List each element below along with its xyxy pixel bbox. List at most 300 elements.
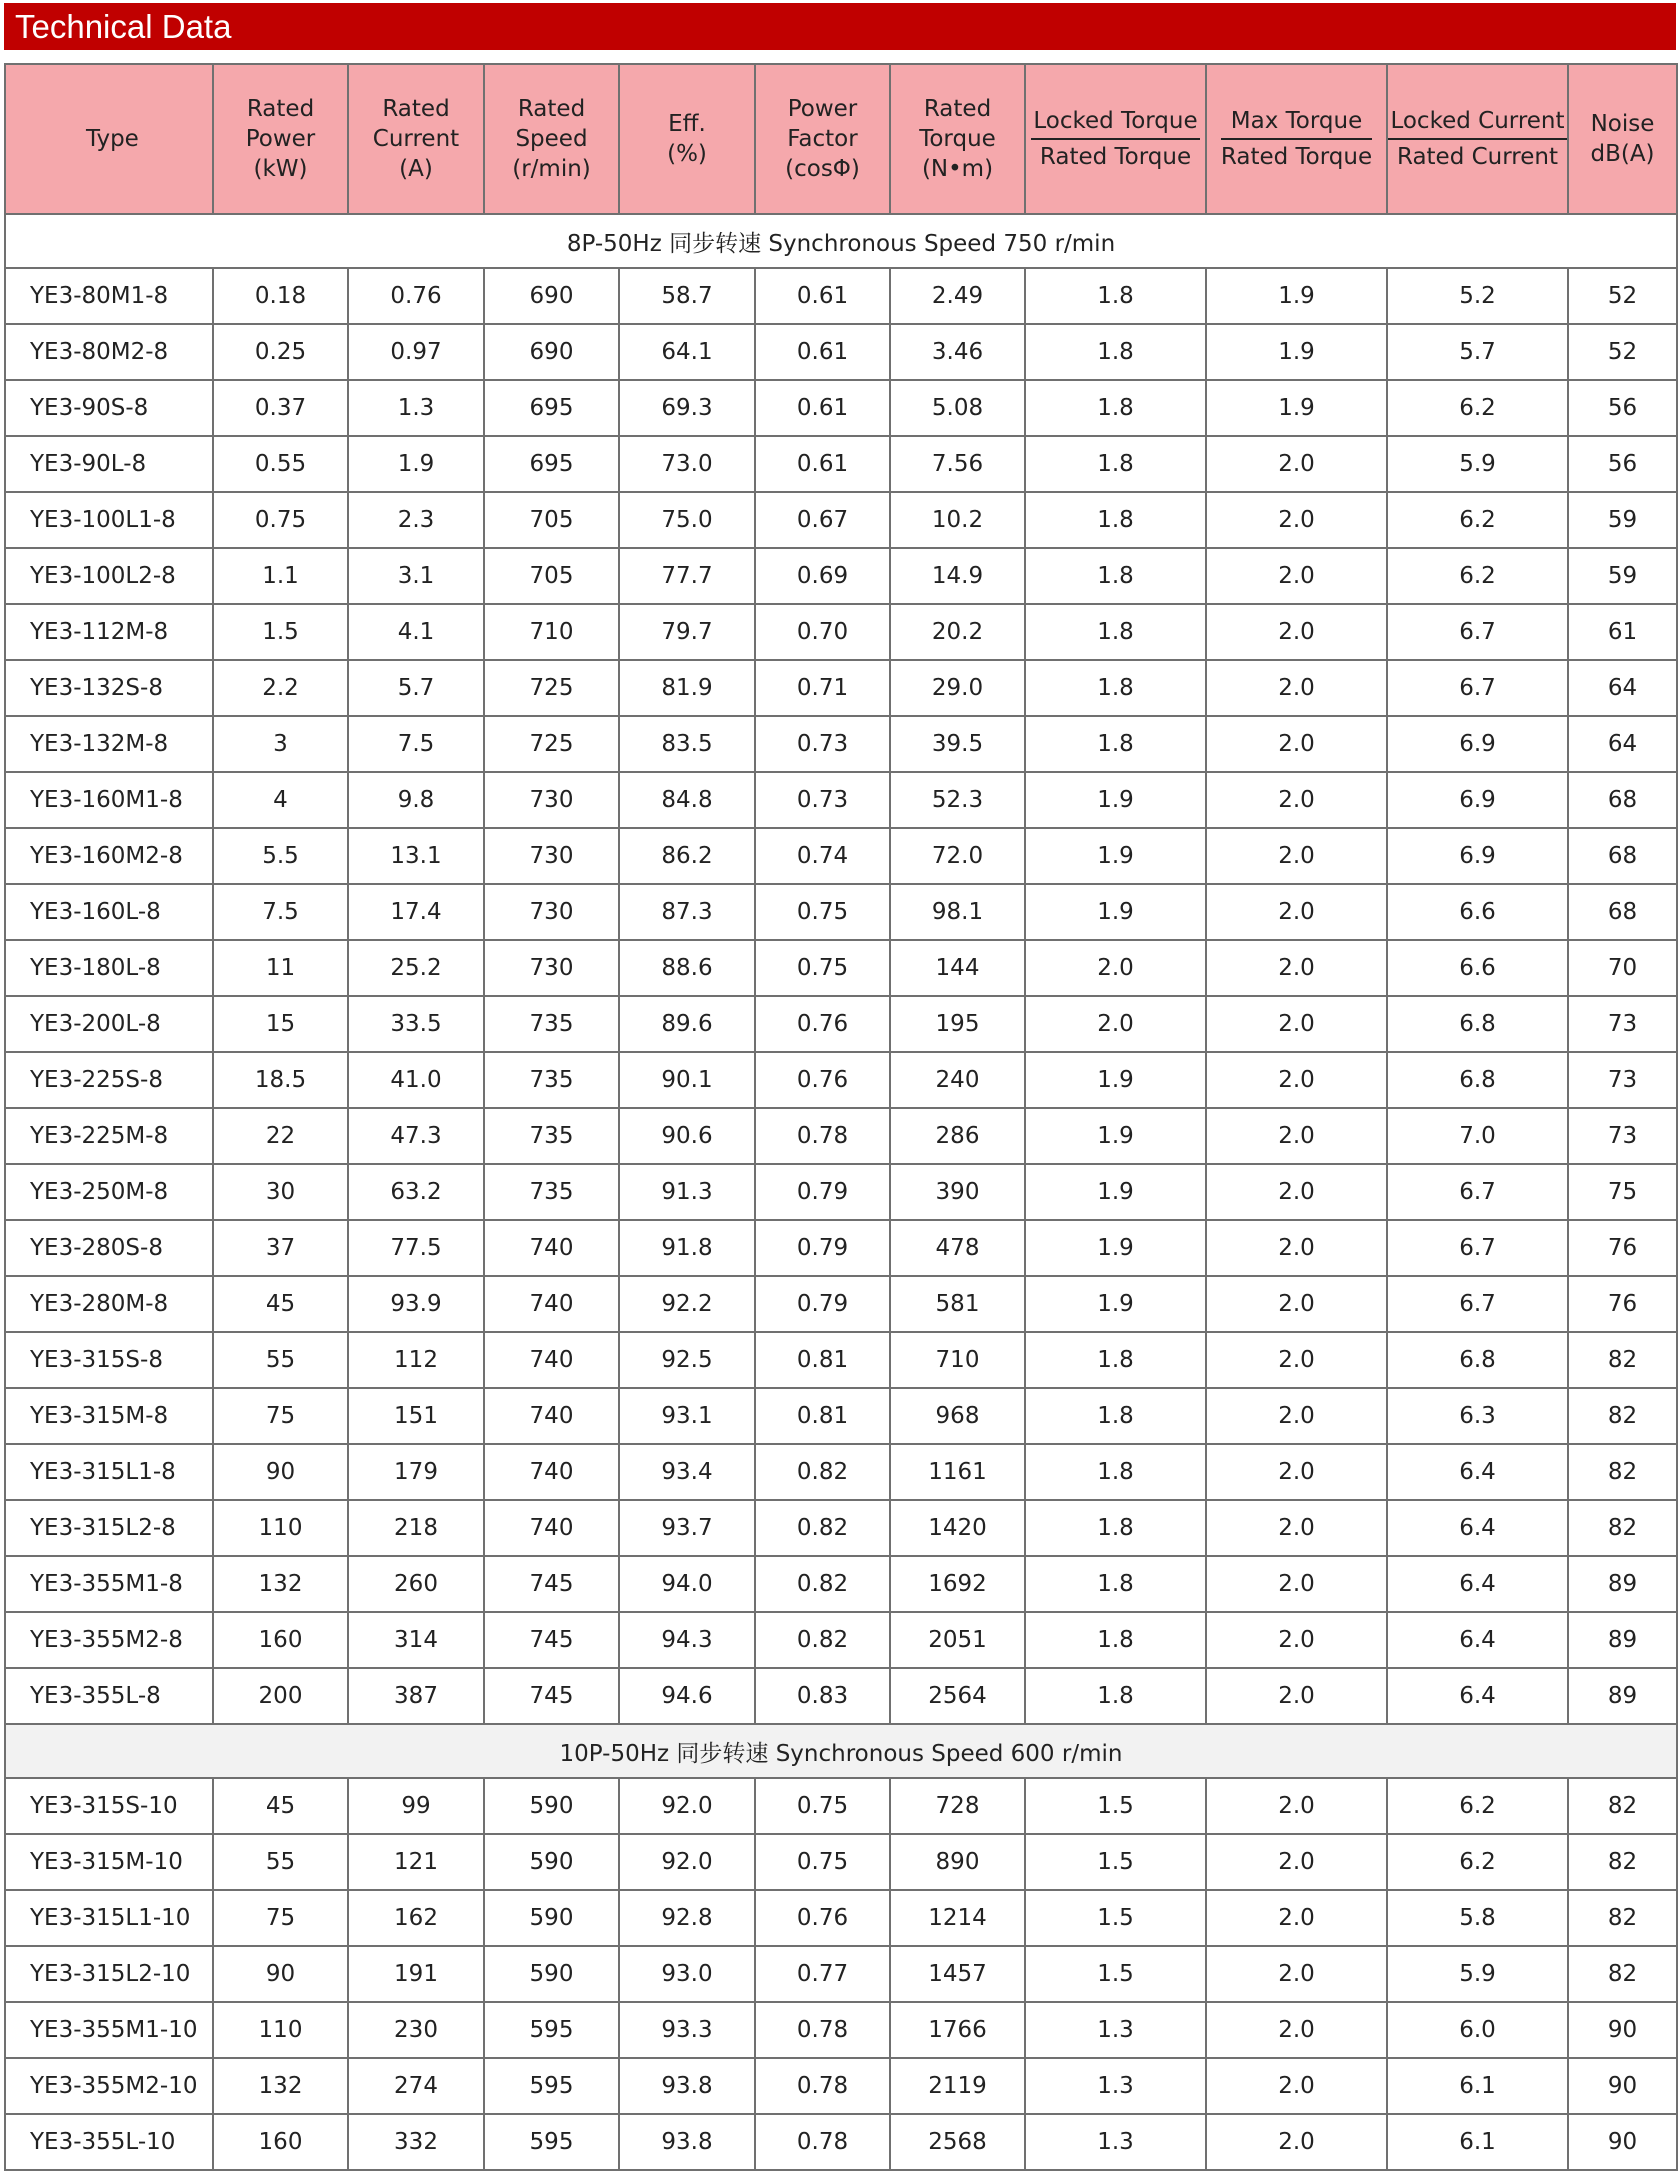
- table-row: [5, 1276, 1677, 1332]
- cell-power-factor: 0.82: [755, 1444, 890, 1500]
- cell-power-factor: 0.67: [755, 492, 890, 548]
- cell-rated-speed: 745: [484, 1668, 619, 1724]
- section-label: 10P-50Hz 同步转速 Synchronous Speed 600 r/min: [5, 1724, 1677, 1778]
- cell-rated-torque: 240: [890, 1052, 1025, 1108]
- cell-power-factor: 0.75: [755, 940, 890, 996]
- cell-rated-current: 5.7: [348, 660, 484, 716]
- header-power-factor-unit: (cosΦ): [785, 156, 860, 182]
- section-header-row: [5, 214, 1677, 268]
- cell-rated-speed: 695: [484, 380, 619, 436]
- cell-rated-current: 218: [348, 1500, 484, 1556]
- cell-locked-current-ratio: 6.7: [1387, 660, 1568, 716]
- cell-locked-current-ratio: 6.7: [1387, 1276, 1568, 1332]
- cell-noise: 56: [1568, 436, 1677, 492]
- cell-rated-speed: 740: [484, 1276, 619, 1332]
- cell-noise: 52: [1568, 324, 1677, 380]
- cell-max-torque-ratio: 2.0: [1206, 940, 1387, 996]
- cell-power-factor: 0.61: [755, 380, 890, 436]
- cell-locked-current-ratio: 6.8: [1387, 1052, 1568, 1108]
- cell-power-factor: 0.83: [755, 1668, 890, 1724]
- cell-rated-torque: 3.46: [890, 324, 1025, 380]
- cell-locked-torque-ratio: 1.9: [1025, 884, 1206, 940]
- cell-rated-torque: 710: [890, 1332, 1025, 1388]
- cell-type: YE3-355M1-10: [5, 2002, 213, 2058]
- header-rated-current-unit: (A): [399, 156, 433, 182]
- cell-rated-speed: 735: [484, 1108, 619, 1164]
- header-noise: [1568, 64, 1677, 214]
- cell-rated-torque: 2.49: [890, 268, 1025, 324]
- cell-power-factor: 0.79: [755, 1220, 890, 1276]
- cell-noise: 73: [1568, 996, 1677, 1052]
- cell-efficiency: 73.0: [619, 436, 755, 492]
- cell-noise: 61: [1568, 604, 1677, 660]
- cell-noise: 76: [1568, 1220, 1677, 1276]
- cell-locked-torque-ratio: 1.8: [1025, 1500, 1206, 1556]
- cell-rated-power: 4: [213, 772, 348, 828]
- cell-locked-current-ratio: 6.1: [1387, 2114, 1568, 2170]
- cell-efficiency: 64.1: [619, 324, 755, 380]
- cell-locked-current-ratio: 6.2: [1387, 1778, 1568, 1834]
- cell-rated-torque: 2051: [890, 1612, 1025, 1668]
- cell-power-factor: 0.69: [755, 548, 890, 604]
- cell-rated-current: 332: [348, 2114, 484, 2170]
- cell-rated-current: 99: [348, 1778, 484, 1834]
- cell-power-factor: 0.61: [755, 324, 890, 380]
- cell-type: YE3-132S-8: [5, 660, 213, 716]
- cell-rated-current: 33.5: [348, 996, 484, 1052]
- cell-max-torque-ratio: 2.0: [1206, 1668, 1387, 1724]
- cell-rated-speed: 730: [484, 884, 619, 940]
- cell-type: YE3-280S-8: [5, 1220, 213, 1276]
- cell-noise: 90: [1568, 2058, 1677, 2114]
- cell-type: YE3-355L-8: [5, 1668, 213, 1724]
- cell-rated-current: 7.5: [348, 716, 484, 772]
- table-row: [5, 772, 1677, 828]
- header-efficiency-unit: (%): [667, 141, 707, 167]
- cell-rated-speed: 690: [484, 324, 619, 380]
- cell-noise: 56: [1568, 380, 1677, 436]
- cell-rated-power: 132: [213, 2058, 348, 2114]
- cell-locked-current-ratio: 6.4: [1387, 1668, 1568, 1724]
- cell-rated-current: 1.3: [348, 380, 484, 436]
- page-title: Technical Data: [4, 3, 1676, 50]
- cell-rated-current: 4.1: [348, 604, 484, 660]
- cell-max-torque-ratio: 2.0: [1206, 1388, 1387, 1444]
- cell-locked-torque-ratio: 1.8: [1025, 380, 1206, 436]
- cell-noise: 90: [1568, 2114, 1677, 2170]
- cell-rated-current: 77.5: [348, 1220, 484, 1276]
- cell-max-torque-ratio: 2.0: [1206, 2114, 1387, 2170]
- cell-rated-speed: 695: [484, 436, 619, 492]
- cell-locked-current-ratio: 6.9: [1387, 716, 1568, 772]
- cell-rated-torque: 144: [890, 940, 1025, 996]
- cell-efficiency: 83.5: [619, 716, 755, 772]
- cell-power-factor: 0.75: [755, 1834, 890, 1890]
- cell-max-torque-ratio: 2.0: [1206, 1108, 1387, 1164]
- cell-noise: 68: [1568, 772, 1677, 828]
- cell-max-torque-ratio: 2.0: [1206, 436, 1387, 492]
- cell-noise: 76: [1568, 1276, 1677, 1332]
- header-ratio-denominator: Rated Current: [1396, 144, 1559, 170]
- cell-rated-torque: 20.2: [890, 604, 1025, 660]
- table-row: [5, 1778, 1677, 1834]
- cell-power-factor: 0.79: [755, 1276, 890, 1332]
- header-rated-torque-line: Rated: [923, 96, 992, 122]
- header-rated-power-line: Rated: [246, 96, 315, 122]
- cell-max-torque-ratio: 2.0: [1206, 604, 1387, 660]
- cell-efficiency: 69.3: [619, 380, 755, 436]
- cell-power-factor: 0.78: [755, 2002, 890, 2058]
- cell-max-torque-ratio: 2.0: [1206, 1164, 1387, 1220]
- cell-noise: 64: [1568, 716, 1677, 772]
- cell-type: YE3-315L2-10: [5, 1946, 213, 2002]
- cell-locked-current-ratio: 6.4: [1387, 1444, 1568, 1500]
- cell-locked-torque-ratio: 1.8: [1025, 604, 1206, 660]
- cell-rated-current: 13.1: [348, 828, 484, 884]
- cell-max-torque-ratio: 2.0: [1206, 1556, 1387, 1612]
- cell-rated-torque: 2564: [890, 1668, 1025, 1724]
- cell-efficiency: 81.9: [619, 660, 755, 716]
- cell-noise: 90: [1568, 2002, 1677, 2058]
- cell-type: YE3-355M2-8: [5, 1612, 213, 1668]
- cell-efficiency: 94.3: [619, 1612, 755, 1668]
- cell-type: YE3-112M-8: [5, 604, 213, 660]
- cell-rated-power: 0.25: [213, 324, 348, 380]
- cell-rated-power: 5.5: [213, 828, 348, 884]
- cell-rated-current: 260: [348, 1556, 484, 1612]
- cell-rated-current: 230: [348, 2002, 484, 2058]
- cell-rated-power: 200: [213, 1668, 348, 1724]
- cell-rated-speed: 730: [484, 828, 619, 884]
- cell-locked-torque-ratio: 1.8: [1025, 1612, 1206, 1668]
- cell-locked-torque-ratio: 1.8: [1025, 548, 1206, 604]
- table-row: [5, 716, 1677, 772]
- cell-power-factor: 0.78: [755, 2058, 890, 2114]
- cell-power-factor: 0.76: [755, 996, 890, 1052]
- cell-efficiency: 92.8: [619, 1890, 755, 1946]
- header-rated-speed-line: Rated: [517, 96, 586, 122]
- cell-locked-torque-ratio: 1.9: [1025, 828, 1206, 884]
- table-row: [5, 380, 1677, 436]
- cell-rated-torque: 286: [890, 1108, 1025, 1164]
- cell-rated-torque: 52.3: [890, 772, 1025, 828]
- table-row: [5, 1834, 1677, 1890]
- table-row: [5, 660, 1677, 716]
- header-row: [5, 64, 1677, 214]
- cell-locked-current-ratio: 6.6: [1387, 884, 1568, 940]
- table-row: [5, 2114, 1677, 2170]
- header-rated-power-unit: (kW): [253, 156, 308, 182]
- cell-rated-torque: 1214: [890, 1890, 1025, 1946]
- header-locked-current-ratio: [1387, 64, 1568, 214]
- cell-locked-current-ratio: 6.7: [1387, 1220, 1568, 1276]
- cell-rated-power: 30: [213, 1164, 348, 1220]
- cell-rated-current: 274: [348, 2058, 484, 2114]
- header-rated-current-line: Current: [372, 126, 460, 152]
- cell-power-factor: 0.70: [755, 604, 890, 660]
- cell-locked-current-ratio: 5.2: [1387, 268, 1568, 324]
- cell-locked-current-ratio: 6.4: [1387, 1556, 1568, 1612]
- table-row: [5, 2058, 1677, 2114]
- cell-type: YE3-100L2-8: [5, 548, 213, 604]
- cell-efficiency: 91.8: [619, 1220, 755, 1276]
- cell-type: YE3-315S-10: [5, 1778, 213, 1834]
- cell-locked-torque-ratio: 2.0: [1025, 940, 1206, 996]
- cell-locked-torque-ratio: 1.3: [1025, 2114, 1206, 2170]
- cell-noise: 82: [1568, 1890, 1677, 1946]
- cell-locked-current-ratio: 6.2: [1387, 1834, 1568, 1890]
- cell-rated-speed: 740: [484, 1500, 619, 1556]
- cell-type: YE3-280M-8: [5, 1276, 213, 1332]
- cell-rated-torque: 968: [890, 1388, 1025, 1444]
- cell-rated-torque: 72.0: [890, 828, 1025, 884]
- cell-efficiency: 87.3: [619, 884, 755, 940]
- cell-power-factor: 0.61: [755, 268, 890, 324]
- cell-rated-power: 0.75: [213, 492, 348, 548]
- cell-power-factor: 0.78: [755, 2114, 890, 2170]
- table-body: [5, 214, 1677, 2170]
- cell-max-torque-ratio: 2.0: [1206, 1332, 1387, 1388]
- cell-power-factor: 0.76: [755, 1052, 890, 1108]
- cell-rated-torque: 39.5: [890, 716, 1025, 772]
- cell-rated-power: 90: [213, 1444, 348, 1500]
- cell-locked-torque-ratio: 1.8: [1025, 268, 1206, 324]
- table-row: [5, 268, 1677, 324]
- cell-rated-current: 17.4: [348, 884, 484, 940]
- cell-noise: 89: [1568, 1668, 1677, 1724]
- table-row: [5, 2002, 1677, 2058]
- cell-noise: 82: [1568, 1332, 1677, 1388]
- cell-rated-speed: 590: [484, 1946, 619, 2002]
- cell-rated-torque: 98.1: [890, 884, 1025, 940]
- cell-noise: 70: [1568, 940, 1677, 996]
- section-label: 8P-50Hz 同步转速 Synchronous Speed 750 r/min: [5, 214, 1677, 268]
- cell-efficiency: 58.7: [619, 268, 755, 324]
- cell-efficiency: 79.7: [619, 604, 755, 660]
- header-locked-torque-ratio: [1025, 64, 1206, 214]
- cell-locked-current-ratio: 6.2: [1387, 380, 1568, 436]
- header-ratio-numerator: Locked Torque: [1031, 106, 1199, 140]
- header-rated-current-line: Rated: [382, 96, 450, 122]
- cell-rated-speed: 725: [484, 660, 619, 716]
- cell-rated-torque: 7.56: [890, 436, 1025, 492]
- cell-power-factor: 0.81: [755, 1332, 890, 1388]
- cell-rated-torque: 5.08: [890, 380, 1025, 436]
- cell-noise: 59: [1568, 492, 1677, 548]
- header-type: Type: [5, 64, 213, 214]
- table-row: [5, 1164, 1677, 1220]
- cell-rated-power: 0.55: [213, 436, 348, 492]
- cell-efficiency: 94.0: [619, 1556, 755, 1612]
- cell-efficiency: 92.0: [619, 1778, 755, 1834]
- cell-locked-torque-ratio: 1.9: [1025, 772, 1206, 828]
- table-row: [5, 940, 1677, 996]
- header-noise-line: Noise: [1590, 111, 1655, 137]
- cell-rated-speed: 710: [484, 604, 619, 660]
- cell-rated-torque: 195: [890, 996, 1025, 1052]
- cell-max-torque-ratio: 2.0: [1206, 2058, 1387, 2114]
- header-rated-torque: [890, 64, 1025, 214]
- table-row: [5, 996, 1677, 1052]
- cell-locked-torque-ratio: 1.9: [1025, 1108, 1206, 1164]
- cell-rated-current: 1.9: [348, 436, 484, 492]
- cell-efficiency: 93.1: [619, 1388, 755, 1444]
- cell-rated-speed: 590: [484, 1778, 619, 1834]
- cell-rated-power: 3: [213, 716, 348, 772]
- header-ratio-numerator: Max Torque: [1221, 106, 1372, 140]
- cell-efficiency: 92.0: [619, 1834, 755, 1890]
- cell-rated-speed: 745: [484, 1556, 619, 1612]
- cell-locked-torque-ratio: 1.8: [1025, 1668, 1206, 1724]
- cell-efficiency: 77.7: [619, 548, 755, 604]
- cell-type: YE3-315M-8: [5, 1388, 213, 1444]
- cell-max-torque-ratio: 2.0: [1206, 1220, 1387, 1276]
- cell-power-factor: 0.71: [755, 660, 890, 716]
- cell-max-torque-ratio: 2.0: [1206, 1946, 1387, 2002]
- table-row: [5, 1052, 1677, 1108]
- header-ratio-denominator: Rated Torque: [1220, 144, 1373, 170]
- cell-type: YE3-250M-8: [5, 1164, 213, 1220]
- cell-power-factor: 0.73: [755, 772, 890, 828]
- cell-efficiency: 92.2: [619, 1276, 755, 1332]
- header-power-factor: [755, 64, 890, 214]
- cell-type: YE3-355M2-10: [5, 2058, 213, 2114]
- header-max-torque-ratio: [1206, 64, 1387, 214]
- table-row: [5, 1500, 1677, 1556]
- cell-locked-current-ratio: 5.9: [1387, 1946, 1568, 2002]
- cell-type: YE3-80M2-8: [5, 324, 213, 380]
- cell-rated-torque: 2119: [890, 2058, 1025, 2114]
- cell-noise: 82: [1568, 1444, 1677, 1500]
- cell-rated-speed: 740: [484, 1332, 619, 1388]
- cell-rated-current: 9.8: [348, 772, 484, 828]
- cell-type: YE3-90L-8: [5, 436, 213, 492]
- cell-noise: 64: [1568, 660, 1677, 716]
- cell-rated-power: 37: [213, 1220, 348, 1276]
- cell-locked-current-ratio: 6.9: [1387, 772, 1568, 828]
- cell-locked-current-ratio: 6.7: [1387, 1164, 1568, 1220]
- cell-locked-torque-ratio: 1.9: [1025, 1164, 1206, 1220]
- cell-power-factor: 0.77: [755, 1946, 890, 2002]
- cell-rated-power: 55: [213, 1332, 348, 1388]
- cell-type: YE3-160M1-8: [5, 772, 213, 828]
- cell-rated-torque: 728: [890, 1778, 1025, 1834]
- cell-locked-current-ratio: 6.2: [1387, 492, 1568, 548]
- cell-rated-torque: 1457: [890, 1946, 1025, 2002]
- header-rated-torque-unit: (N•m): [921, 156, 994, 182]
- cell-locked-torque-ratio: 1.5: [1025, 1834, 1206, 1890]
- cell-efficiency: 86.2: [619, 828, 755, 884]
- cell-max-torque-ratio: 2.0: [1206, 1890, 1387, 1946]
- cell-locked-torque-ratio: 1.8: [1025, 1332, 1206, 1388]
- cell-rated-speed: 730: [484, 772, 619, 828]
- cell-locked-torque-ratio: 1.5: [1025, 1890, 1206, 1946]
- cell-power-factor: 0.61: [755, 436, 890, 492]
- cell-noise: 73: [1568, 1052, 1677, 1108]
- cell-rated-speed: 690: [484, 268, 619, 324]
- cell-type: YE3-180L-8: [5, 940, 213, 996]
- cell-max-torque-ratio: 2.0: [1206, 1500, 1387, 1556]
- cell-type: YE3-315L1-8: [5, 1444, 213, 1500]
- cell-locked-current-ratio: 6.2: [1387, 548, 1568, 604]
- cell-rated-current: 41.0: [348, 1052, 484, 1108]
- cell-rated-torque: 890: [890, 1834, 1025, 1890]
- table-row: [5, 884, 1677, 940]
- cell-efficiency: 88.6: [619, 940, 755, 996]
- cell-efficiency: 91.3: [619, 1164, 755, 1220]
- cell-rated-torque: 10.2: [890, 492, 1025, 548]
- cell-noise: 82: [1568, 1778, 1677, 1834]
- table-row: [5, 492, 1677, 548]
- cell-rated-speed: 730: [484, 940, 619, 996]
- cell-rated-power: 90: [213, 1946, 348, 2002]
- cell-type: YE3-160L-8: [5, 884, 213, 940]
- cell-rated-current: 2.3: [348, 492, 484, 548]
- cell-rated-speed: 595: [484, 2114, 619, 2170]
- cell-rated-current: 63.2: [348, 1164, 484, 1220]
- cell-locked-current-ratio: 6.6: [1387, 940, 1568, 996]
- cell-efficiency: 90.1: [619, 1052, 755, 1108]
- cell-max-torque-ratio: 2.0: [1206, 492, 1387, 548]
- cell-rated-power: 11: [213, 940, 348, 996]
- header-rated-power-line: Power: [245, 126, 316, 152]
- cell-rated-torque: 1692: [890, 1556, 1025, 1612]
- table-row: [5, 1444, 1677, 1500]
- cell-locked-torque-ratio: 1.8: [1025, 324, 1206, 380]
- table-row: [5, 1556, 1677, 1612]
- table-row: [5, 1332, 1677, 1388]
- cell-locked-current-ratio: 5.7: [1387, 324, 1568, 380]
- cell-power-factor: 0.75: [755, 1778, 890, 1834]
- cell-power-factor: 0.78: [755, 1108, 890, 1164]
- cell-max-torque-ratio: 1.9: [1206, 324, 1387, 380]
- cell-locked-current-ratio: 6.9: [1387, 828, 1568, 884]
- cell-rated-speed: 595: [484, 2058, 619, 2114]
- cell-locked-torque-ratio: 1.8: [1025, 1388, 1206, 1444]
- table-row: [5, 828, 1677, 884]
- cell-locked-torque-ratio: 1.5: [1025, 1946, 1206, 2002]
- cell-rated-torque: 1766: [890, 2002, 1025, 2058]
- cell-locked-torque-ratio: 1.8: [1025, 1444, 1206, 1500]
- cell-rated-speed: 590: [484, 1890, 619, 1946]
- cell-noise: 68: [1568, 884, 1677, 940]
- cell-power-factor: 0.74: [755, 828, 890, 884]
- cell-power-factor: 0.81: [755, 1388, 890, 1444]
- header-power-factor-line: Factor: [787, 126, 858, 152]
- cell-noise: 89: [1568, 1556, 1677, 1612]
- cell-type: YE3-160M2-8: [5, 828, 213, 884]
- cell-rated-torque: 581: [890, 1276, 1025, 1332]
- cell-rated-current: 25.2: [348, 940, 484, 996]
- cell-rated-power: 110: [213, 2002, 348, 2058]
- cell-rated-speed: 705: [484, 492, 619, 548]
- cell-rated-torque: 478: [890, 1220, 1025, 1276]
- table-row: [5, 548, 1677, 604]
- cell-rated-current: 0.76: [348, 268, 484, 324]
- cell-locked-current-ratio: 6.3: [1387, 1388, 1568, 1444]
- cell-rated-speed: 590: [484, 1834, 619, 1890]
- cell-efficiency: 93.4: [619, 1444, 755, 1500]
- cell-locked-torque-ratio: 1.5: [1025, 1778, 1206, 1834]
- cell-locked-torque-ratio: 1.8: [1025, 716, 1206, 772]
- cell-type: YE3-225M-8: [5, 1108, 213, 1164]
- cell-max-torque-ratio: 2.0: [1206, 2002, 1387, 2058]
- cell-efficiency: 84.8: [619, 772, 755, 828]
- cell-max-torque-ratio: 1.9: [1206, 380, 1387, 436]
- cell-rated-current: 179: [348, 1444, 484, 1500]
- table-row: [5, 1890, 1677, 1946]
- cell-rated-speed: 735: [484, 1164, 619, 1220]
